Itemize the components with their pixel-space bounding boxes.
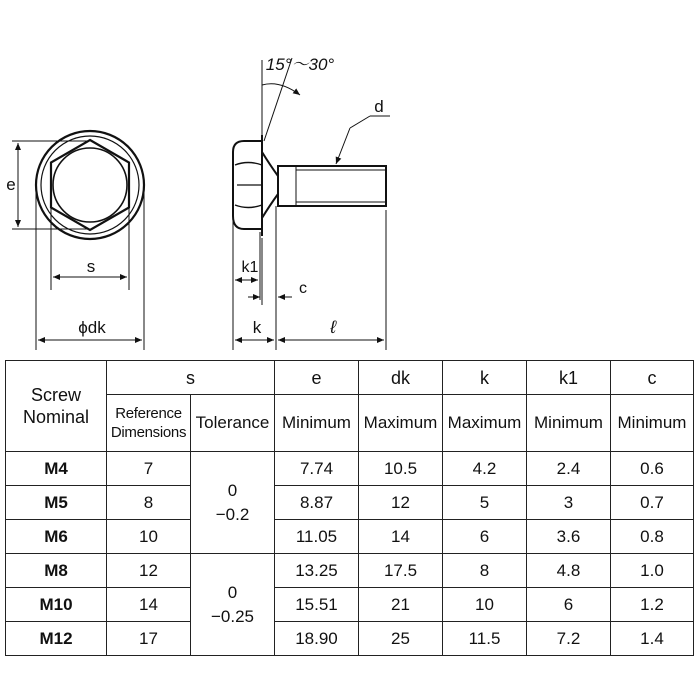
header-row-top [6, 361, 694, 395]
cell-e: 7.74 [275, 452, 359, 486]
end-view [36, 131, 144, 239]
sub-c-minimum: Minimum [611, 395, 694, 452]
cell-k1: 6 [527, 588, 611, 622]
header-screw-nominal [6, 361, 107, 452]
shank-outline [278, 166, 386, 206]
cell-k: 10 [443, 588, 527, 622]
cell-dk: 17.5 [359, 554, 443, 588]
cell-dk: 12 [359, 486, 443, 520]
cell-c: 1.2 [611, 588, 694, 622]
cell-k1: 3 [527, 486, 611, 520]
cell-size: M12 [6, 622, 107, 656]
sub-k1-minimum: Minimum [527, 395, 611, 452]
cell-e: 13.25 [275, 554, 359, 588]
cell-k: 8 [443, 554, 527, 588]
cell-dk: 25 [359, 622, 443, 656]
header-screw-text: Screw Nominal [22, 385, 90, 427]
k1-dimension-label: k1 [241, 259, 259, 276]
cell-k: 4.2 [443, 452, 527, 486]
cell-e: 11.05 [275, 520, 359, 554]
cell-dk: 21 [359, 588, 443, 622]
dimension-table [5, 360, 694, 656]
e-dimension-label: e [6, 175, 16, 194]
table-row [6, 486, 694, 520]
cell-s: 8 [107, 486, 191, 520]
header-e: e [275, 361, 359, 395]
cell-k: 5 [443, 486, 527, 520]
cell-tolerance-group-1 [191, 452, 275, 554]
cell-size: M4 [6, 452, 107, 486]
tolerance-lower: −0.2 [215, 504, 250, 524]
cell-size: M8 [6, 554, 107, 588]
cell-s: 10 [107, 520, 191, 554]
tolerance-upper: 0 [227, 480, 238, 500]
s-dimension-label: s [86, 257, 96, 276]
table-row [6, 588, 694, 622]
c-dimension-label: c [299, 280, 307, 297]
hex-outline [51, 140, 129, 230]
cell-c: 1.4 [611, 622, 694, 656]
cell-dk: 10.5 [359, 452, 443, 486]
angle-label: 15°～30° [265, 55, 335, 74]
cell-e: 15.51 [275, 588, 359, 622]
cell-k1: 4.8 [527, 554, 611, 588]
l-dimension-label: ℓ [330, 317, 336, 337]
cell-k: 6 [443, 520, 527, 554]
table-row [6, 554, 694, 588]
cell-k1: 3.6 [527, 520, 611, 554]
cell-c: 0.6 [611, 452, 694, 486]
tolerance-upper: 0 [227, 582, 238, 602]
d-label: d [374, 97, 384, 116]
cell-s: 14 [107, 588, 191, 622]
sub-k-maximum: Maximum [443, 395, 527, 452]
sub-e-minimum: Minimum [275, 395, 359, 452]
cell-size: M6 [6, 520, 107, 554]
cell-e: 8.87 [275, 486, 359, 520]
cell-c: 0.8 [611, 520, 694, 554]
sub-tolerance: Tolerance [191, 395, 275, 452]
cell-c: 0.7 [611, 486, 694, 520]
sub-reference-text: Reference Dimensions [110, 405, 187, 441]
cell-size: M10 [6, 588, 107, 622]
dk-dimension-label: ϕdk [78, 318, 106, 337]
cell-size: M5 [6, 486, 107, 520]
cell-dk: 14 [359, 520, 443, 554]
header-dk: dk [359, 361, 443, 395]
table-row [6, 520, 694, 554]
side-view [233, 135, 386, 236]
table-row [6, 622, 694, 656]
header-row-sub [6, 395, 694, 452]
cell-k1: 7.2 [527, 622, 611, 656]
tolerance-lower: −0.25 [210, 606, 254, 626]
cell-s: 12 [107, 554, 191, 588]
k-dimension-label: k [252, 318, 262, 337]
cell-e: 18.90 [275, 622, 359, 656]
header-k1: k1 [527, 361, 611, 395]
header-c: c [611, 361, 694, 395]
header-s: s [107, 361, 275, 395]
cell-k: 11.5 [443, 622, 527, 656]
table-row [6, 452, 694, 486]
cell-k1: 2.4 [527, 452, 611, 486]
cell-s: 7 [107, 452, 191, 486]
cell-s: 17 [107, 622, 191, 656]
header-k: k [443, 361, 527, 395]
sub-dk-maximum: Maximum [359, 395, 443, 452]
sub-reference-dimensions [107, 395, 191, 452]
cell-c: 1.0 [611, 554, 694, 588]
cell-tolerance-group-2 [191, 554, 275, 656]
